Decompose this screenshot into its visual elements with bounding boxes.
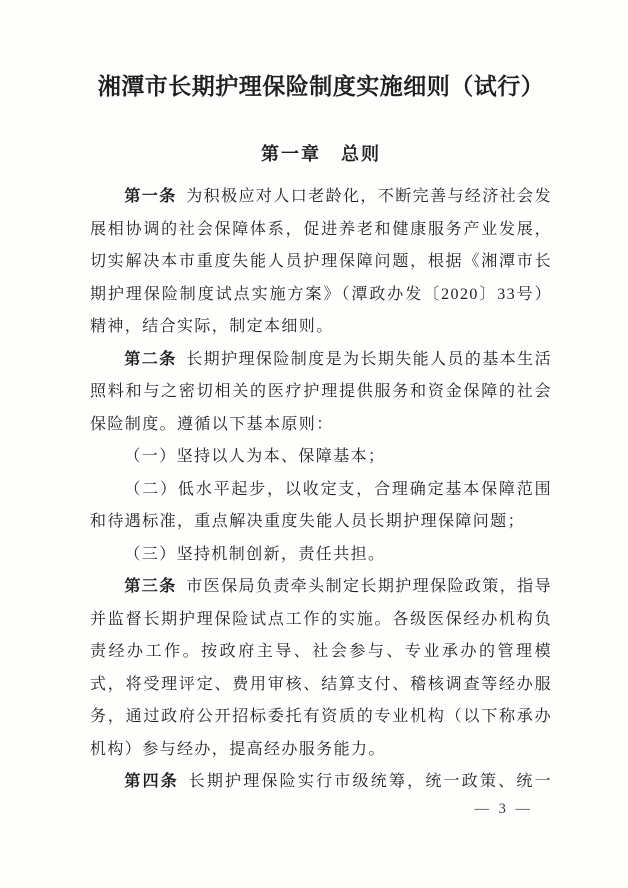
paragraph-principle-1 <box>90 441 552 474</box>
page-number: — 3 — <box>474 801 533 817</box>
paragraph-text: 为积极应对人口老龄化，不断完善与经济社会发展相协调的社会保障体系，促进养老和健康服务产业发展，切实解决本市重度失能人员护理保障问题，根据《湘潭市长期护理保险制度试点实施方案》（潭政办发〔2020〕33号）精神，结合实际，制定本细则。 <box>90 188 553 335</box>
paragraph-text: 长期护理保险制度是为长期失能人员的基本生活照料和与之密切相关的医疗护理提供服务和资金保障的社会保险制度。遵循以下基本原则： <box>90 350 553 433</box>
paragraph-principle-2 <box>90 474 552 539</box>
chapter-heading: 第一章 总则 <box>261 144 381 164</box>
paragraph-principle-3 <box>90 539 552 572</box>
paragraph-text: （一）坚持以人为本、保障基本； <box>124 448 386 465</box>
paragraph-article-2 <box>90 344 552 442</box>
paragraph-article-1 <box>90 181 552 344</box>
paragraph-text: 长期护理保险实行市级统筹，统一政策、统一 <box>188 773 552 790</box>
article-number: 第二条 <box>124 350 177 368</box>
article-number: 第三条 <box>124 578 177 595</box>
paragraph-article-4 <box>90 766 552 799</box>
paragraph-text: 市医保局负责牵头制定长期护理保险政策，指导并监督长期护理保险试点工作的实施。各级医保经办机构负责经办工作。按政府主导、社会参与、专业承办的管理模式，将受理评定、费用审核、结算支付、稽核调查等经办服务，通过政府公开招标委托有资质的专业机构（以下称承办机构）参与经办，提高经办服务能力。 <box>90 578 553 758</box>
article-number: 第一条 <box>124 188 177 205</box>
article-number: 第四条 <box>124 773 180 790</box>
paragraph-text: （二）低水平起步，以收定支，合理确定基本保障范围和待遇标准，重点解决重度失能人员长期护理保障问题； <box>90 480 552 530</box>
document-title: 湘潭市长期护理保险制度实施细则（试行） <box>97 74 545 99</box>
paragraph-article-3 <box>90 571 552 766</box>
paragraph-text: （三）坚持机制创新，责任共担。 <box>124 545 386 563</box>
document-body <box>90 181 552 799</box>
